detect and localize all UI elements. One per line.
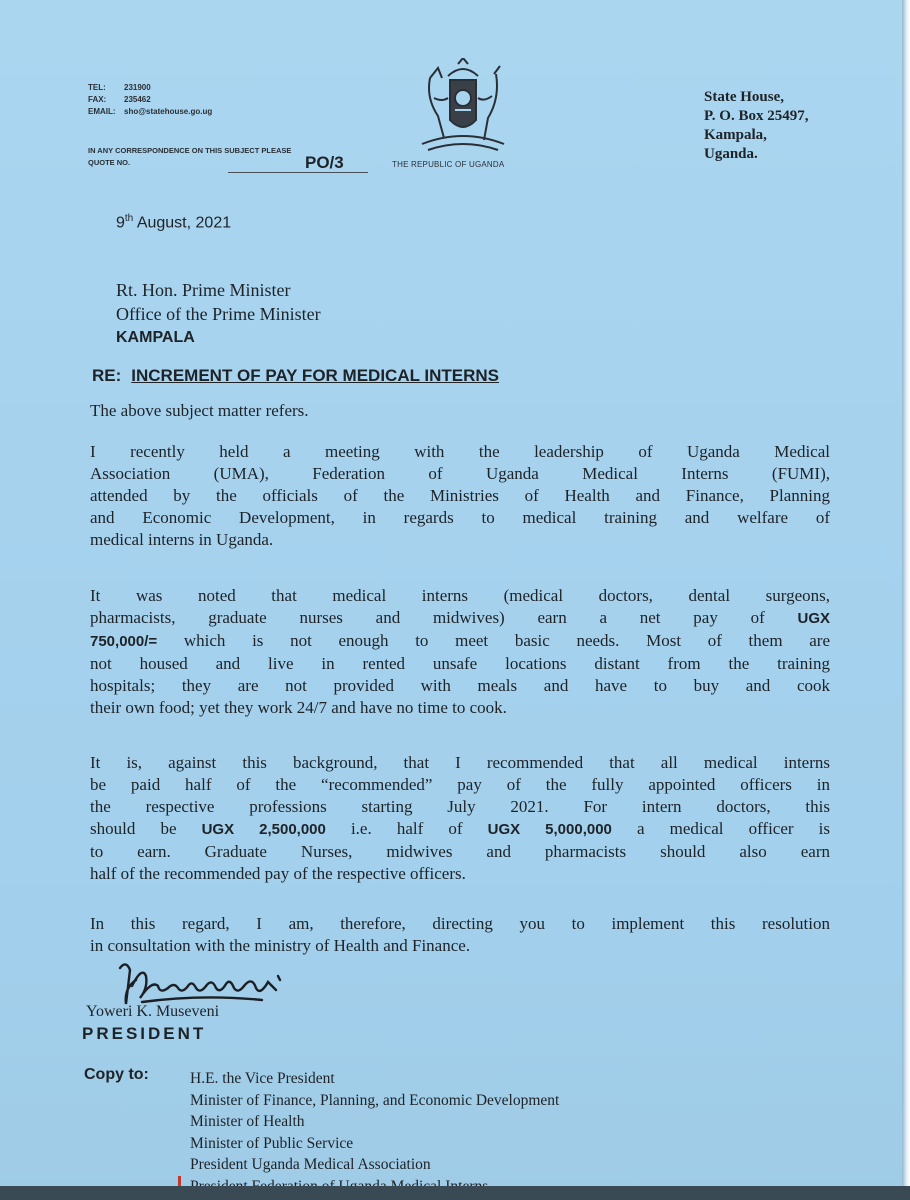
copy-recipient: President Uganda Medical Association (190, 1156, 431, 1173)
paragraph-line: The above subject matter refers. (90, 401, 309, 420)
paragraph-line: to earn. Graduate Nurses, midwives and pharmacists should also earn (90, 842, 830, 861)
amount-label: UGX (797, 610, 830, 627)
address-line: P. O. Box 25497, (704, 108, 809, 124)
subject-prefix: RE: (92, 366, 122, 385)
ref-underline (228, 172, 368, 173)
text-run: which is not enough to meet basic needs. Most of them are (157, 631, 830, 650)
address-line: Kampala, (704, 127, 767, 143)
date-day: 9 (116, 214, 125, 232)
subject-title: INCREMENT OF PAY FOR MEDICAL INTERNS (131, 366, 500, 385)
amount-value: UGX 5,000,000 (487, 821, 612, 838)
quote-notice: IN ANY CORRESPONDENCE ON THIS SUBJECT PLEASE QUOTE NO. (88, 146, 292, 167)
copy-recipient: H.E. the Vice President (190, 1070, 335, 1087)
paragraph-line: and Economic Development, in regards to medical training and welfare of (90, 508, 830, 527)
paragraph-line: It is, against this background, that I recommended that all medical interns (90, 753, 830, 772)
recipient-line: Office of the Prime Minister (116, 304, 321, 324)
page-edge (902, 0, 910, 1200)
copy-recipient-list (190, 1068, 559, 1197)
subject-line (92, 366, 499, 386)
paragraph-line: not housed and live in rented unsafe locations distant from the training (90, 654, 830, 673)
paragraph-recommendation (90, 752, 830, 885)
sender-address (704, 88, 808, 164)
email-value: sho@statehouse.go.ug (124, 107, 213, 116)
paragraph-line: their own food; yet they work 24/7 and have no time to cook. (90, 698, 507, 717)
paragraph-pay-issue (90, 585, 830, 719)
text-run: i.e. half of (325, 819, 488, 838)
recipient-city: KAMPALA (116, 329, 195, 346)
address-line: Uganda. (704, 146, 758, 162)
recipient-line: Rt. Hon. Prime Minister (116, 280, 291, 300)
paragraph-line: be paid half of the “recommended” pay of the fully appointed officers in (90, 775, 830, 794)
date-rest: August, 2021 (133, 214, 232, 232)
recipient-block (116, 278, 321, 350)
email-label: EMAIL: (88, 107, 116, 116)
paragraph-line (90, 818, 830, 841)
paragraph-line: In this regard, I am, therefore, directing you to implement this resolution (90, 914, 830, 933)
paragraph-line: half of the recommended pay of the respective officers. (90, 864, 466, 883)
paragraph-line: Association (UMA), Federation of Uganda Medical Interns (FUMI), (90, 464, 830, 483)
amount-value: UGX 2,500,000 (201, 821, 326, 838)
text-run: should be (90, 819, 202, 838)
paragraph-line: It was noted that medical interns (medical doctors, dental surgeons, (90, 586, 830, 605)
letter-date (116, 213, 231, 232)
paragraph-line: medical interns in Uganda. (90, 530, 274, 549)
paragraph-line (90, 630, 830, 653)
date-suffix: th (124, 213, 134, 224)
paragraph-line: hospitals; they are not provided with meals and have to buy and cook (90, 676, 830, 695)
paragraph-line: I recently held a meeting with the leadership of Uganda Medical (90, 442, 830, 461)
copy-label: Copy to: (84, 1066, 149, 1083)
bottom-bar (0, 1186, 910, 1200)
paragraph-intro (90, 400, 830, 422)
copy-recipient: Minister of Public Service (190, 1134, 354, 1152)
amount-value: 750,000/= (90, 633, 158, 650)
signer-title: PRESIDENT (82, 1024, 207, 1043)
copy-recipient: Minister of Health (190, 1113, 305, 1130)
paragraph-line: attended by the officials of the Ministries of Health and Finance, Planning (90, 486, 830, 505)
paragraph-line: the respective professions starting July 2021. For intern doctors, this (90, 797, 830, 816)
coat-of-arms-icon (408, 58, 518, 158)
contact-block (88, 82, 212, 118)
fax-value: 235462 (124, 95, 151, 104)
paragraph-directive (90, 913, 830, 957)
tel-label: TEL: (88, 83, 106, 92)
signature-icon (112, 958, 292, 1008)
paragraph-line (90, 607, 830, 630)
paragraph-line: in consultation with the ministry of Health and Finance. (90, 936, 471, 955)
republic-caption: THE REPUBLIC OF UGANDA (392, 160, 505, 169)
address-line: State House, (704, 89, 784, 105)
tel-value: 231900 (124, 83, 151, 92)
reference-number: PO/3 (305, 153, 344, 172)
text-run: a medical officer is (611, 819, 831, 838)
copy-recipient: Minister of Finance, Planning, and Economic Development (190, 1091, 560, 1109)
paragraph-meeting (90, 441, 830, 551)
signer-name: Yoweri K. Museveni (86, 1003, 220, 1020)
text-run: pharmacists, graduate nurses and midwives) earn a net pay of (90, 608, 798, 627)
fax-label: FAX: (88, 95, 107, 104)
